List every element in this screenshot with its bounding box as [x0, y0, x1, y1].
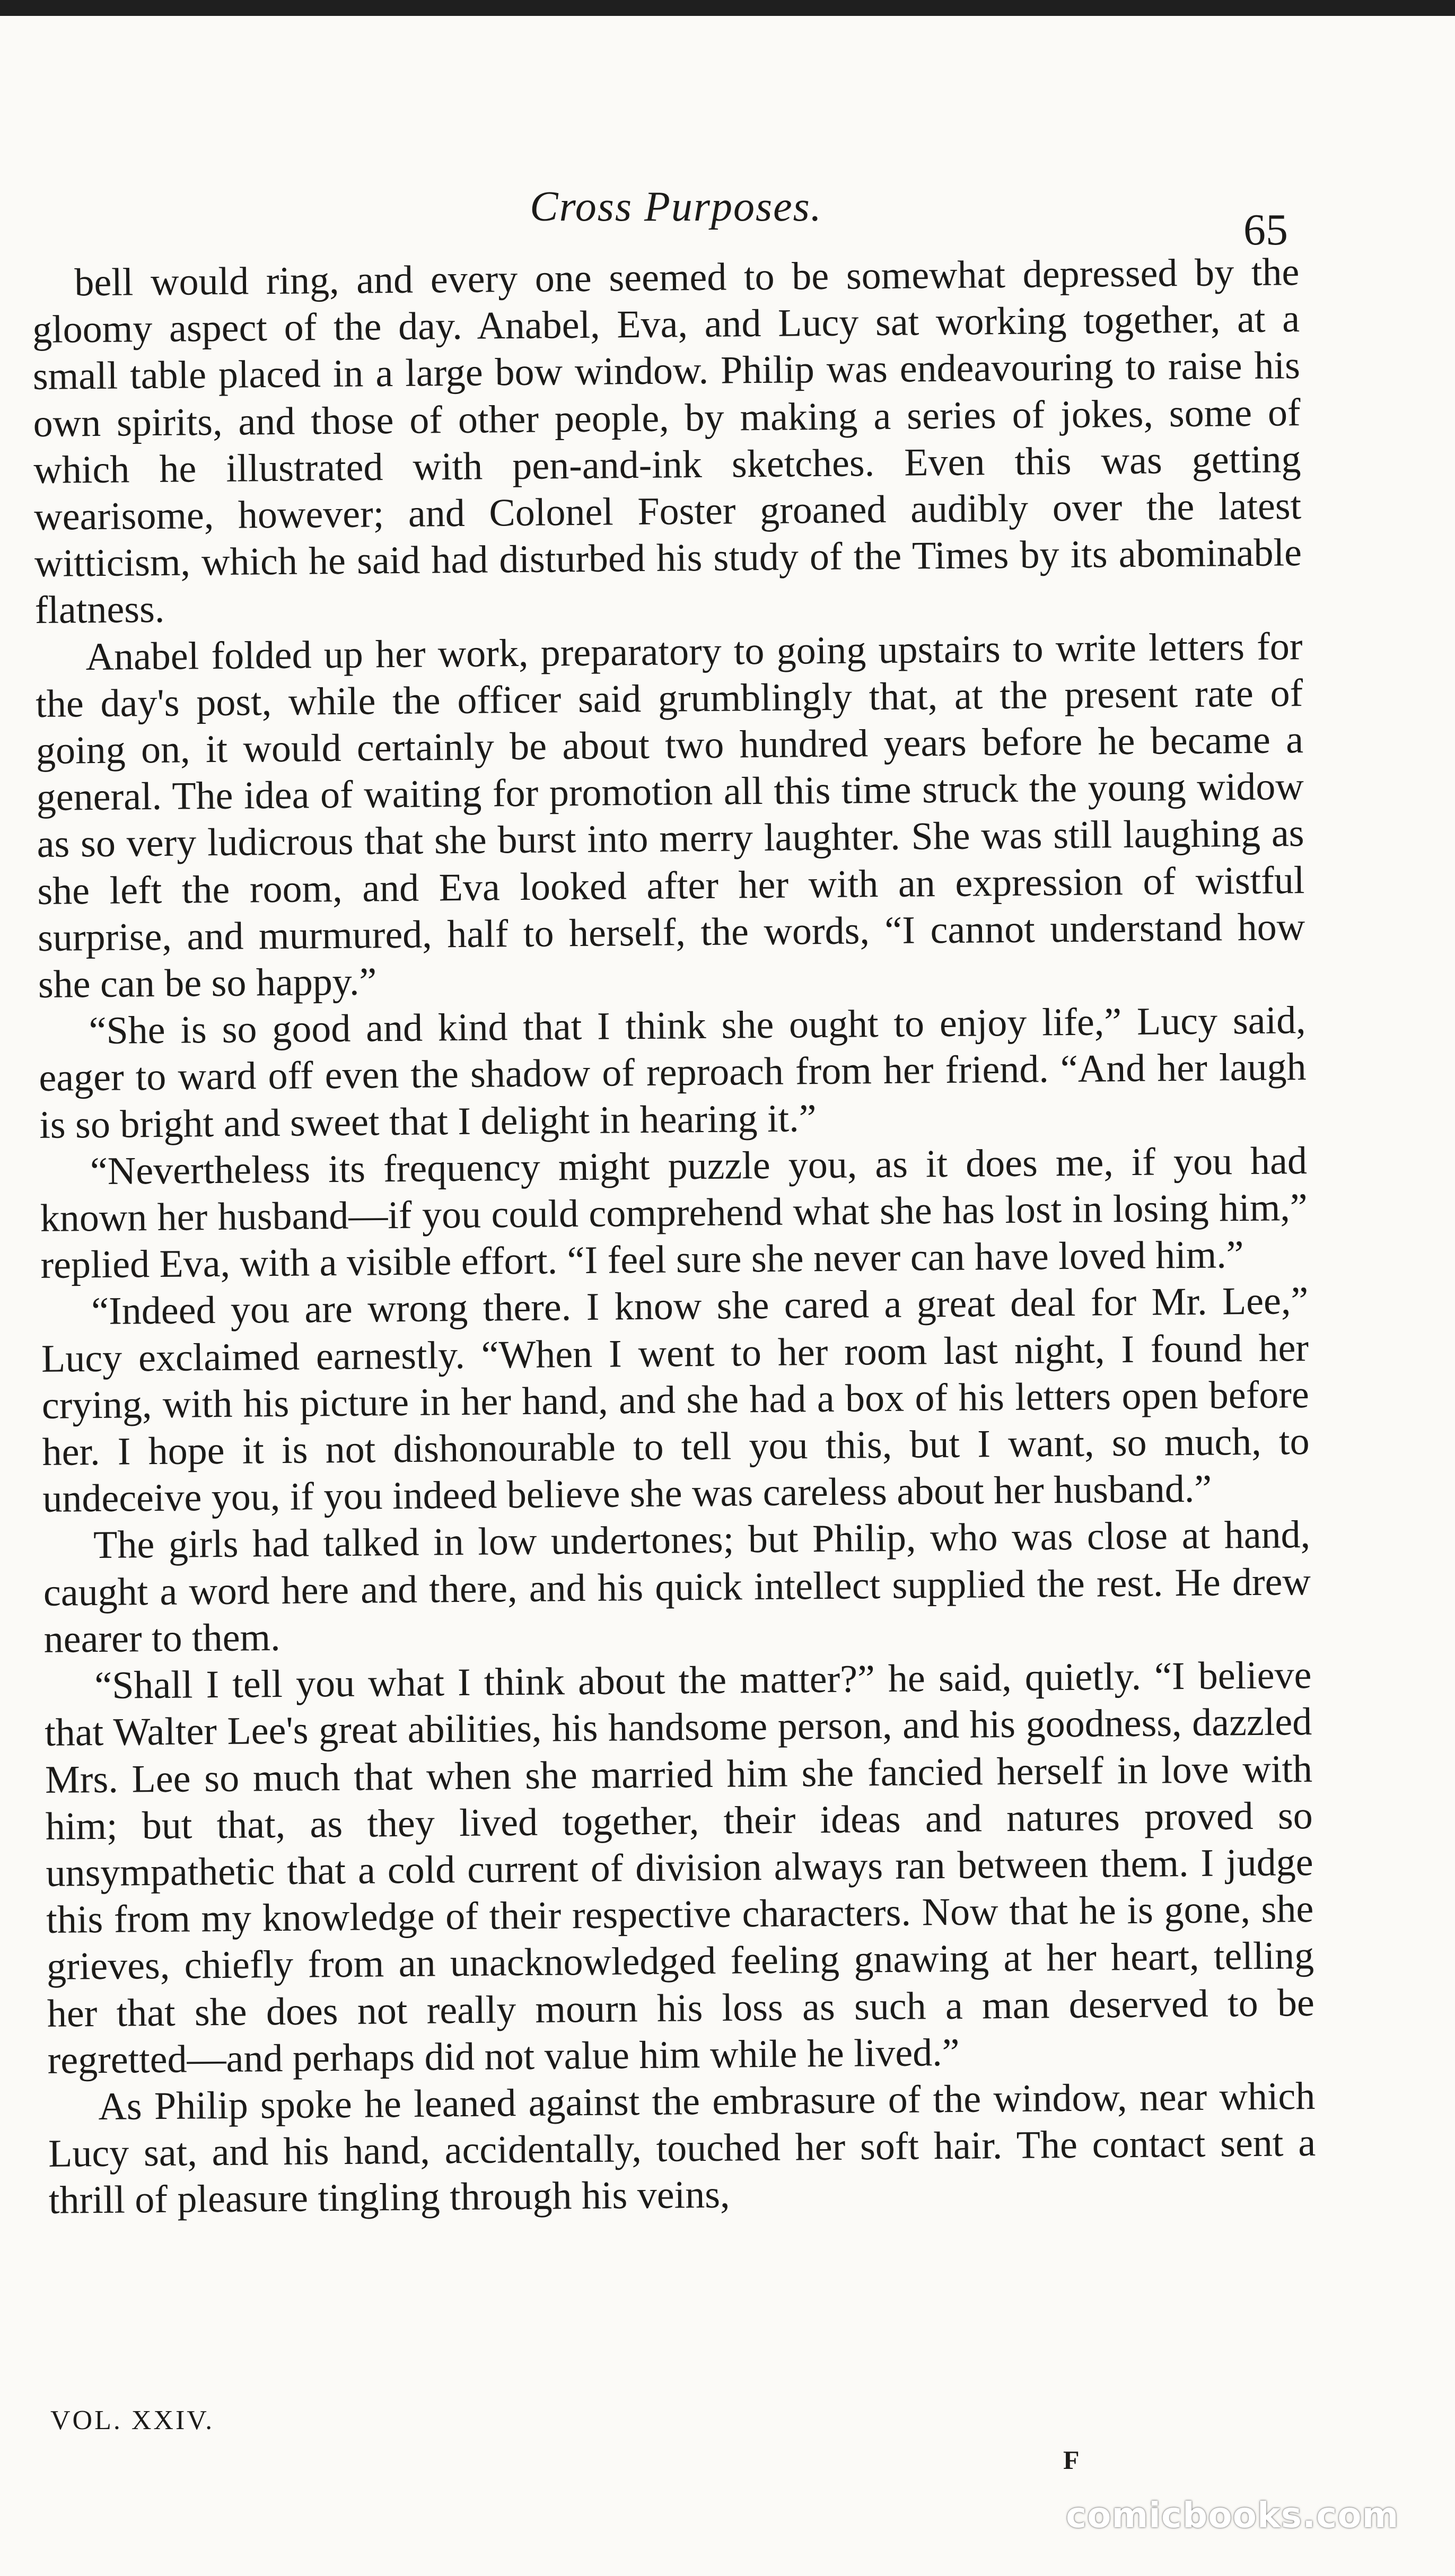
paragraph: Anabel folded up her work, preparatory to going upstairs to write letters for the day's post, while the officer said grumblingly that, at the present rate of going on, it would certainly be about two hundred years before he became a general. The idea of waiting for promotion all this time struck the young widow as so very ludicrous that she burst into merry laughter. She was still laughing as she left the room, and Eva looked after her with an expression of wistful surprise, and murmured, half to herself, the words, “I cannot understand how she can be so happy.” [35, 624, 1305, 1006]
volume-label: VOL. XXIV. [50, 2405, 215, 2435]
paragraph: As Philip spoke he leaned against the embrasure of the window, near which Lucy sat, and his hand, accidentally, touched her soft hair. The contact sent a thrill of pleasure tingling through his veins, [48, 2074, 1316, 2223]
paragraph: “Shall I tell you what I think about the matter?” he said, quietly. “I believe that Walter Lee's great abilities, his handsome person, and his goodness, dazzled Mrs. Lee so much that when she married him she fancied herself in love with him; but that, as they lived together, their ideas and natures proved so unsympathetic that a cold current of division always ran between them. I judge this from my knowledge of their respective characters. Now that he is gone, she grieves, chiefly from an unacknowledged feeling gnawing at her heart, telling her that she does not really mourn his loss as such a man deserved to be regretted—and perhaps did not value him while he lived.” [44, 1653, 1315, 2082]
paragraph: “Indeed you are wrong there. I know she cared a great deal for Mr. Lee,” Lucy exclaimed earnestly. “When I went to her room last night, I found her crying, with his picture in her hand, and she had a box of his letters open before her. I hope it is not dishonourable to tell you this, but I want, so much, to undeceive you, if you indeed believe she was careless about her husband.” [41, 1279, 1310, 1521]
signature-mark: F [1063, 2445, 1080, 2475]
paragraph: “She is so good and kind that I think she ought to enjoy life,” Lucy said, eager to ward off even the shadow of reproach from her friend. “And her laugh is so bright and sweet that I delight in hearing it.” [39, 998, 1307, 1147]
running-title: Cross Purposes. [530, 183, 822, 230]
body-text [32, 249, 1316, 2224]
scan-edge [0, 0, 1455, 16]
paragraph: bell would ring, and every one seemed to be somewhat depressed by the gloomy aspect of the day. Anabel, Eva, and Lucy sat working together, at a small table placed in a large bow window. Philip was endeavouring to raise his own spirits, and those of other people, by making a series of jokes, some of which he illustrated with pen-and-ink sketches. Even this was getting wearisome, however; and Colonel Foster groaned audibly over the latest witticism, which he said had disturbed his study of the Times by its abominable flatness. [32, 250, 1302, 633]
page-number: 65 [1243, 205, 1288, 255]
paragraph: “Nevertheless its frequency might puzzle you, as it does me, if you had known her husband—if you could comprehend what she has lost in losing him,” replied Eva, with a visible effort. “I feel sure she never can have loved him.” [40, 1138, 1308, 1287]
paragraph: The girls had talked in low undertones; but Philip, who was close at hand, caught a word here and there, and his quick intellect supplied the rest. He drew nearer to them. [43, 1513, 1311, 1661]
watermark: comicbooks.com [1066, 2495, 1399, 2536]
